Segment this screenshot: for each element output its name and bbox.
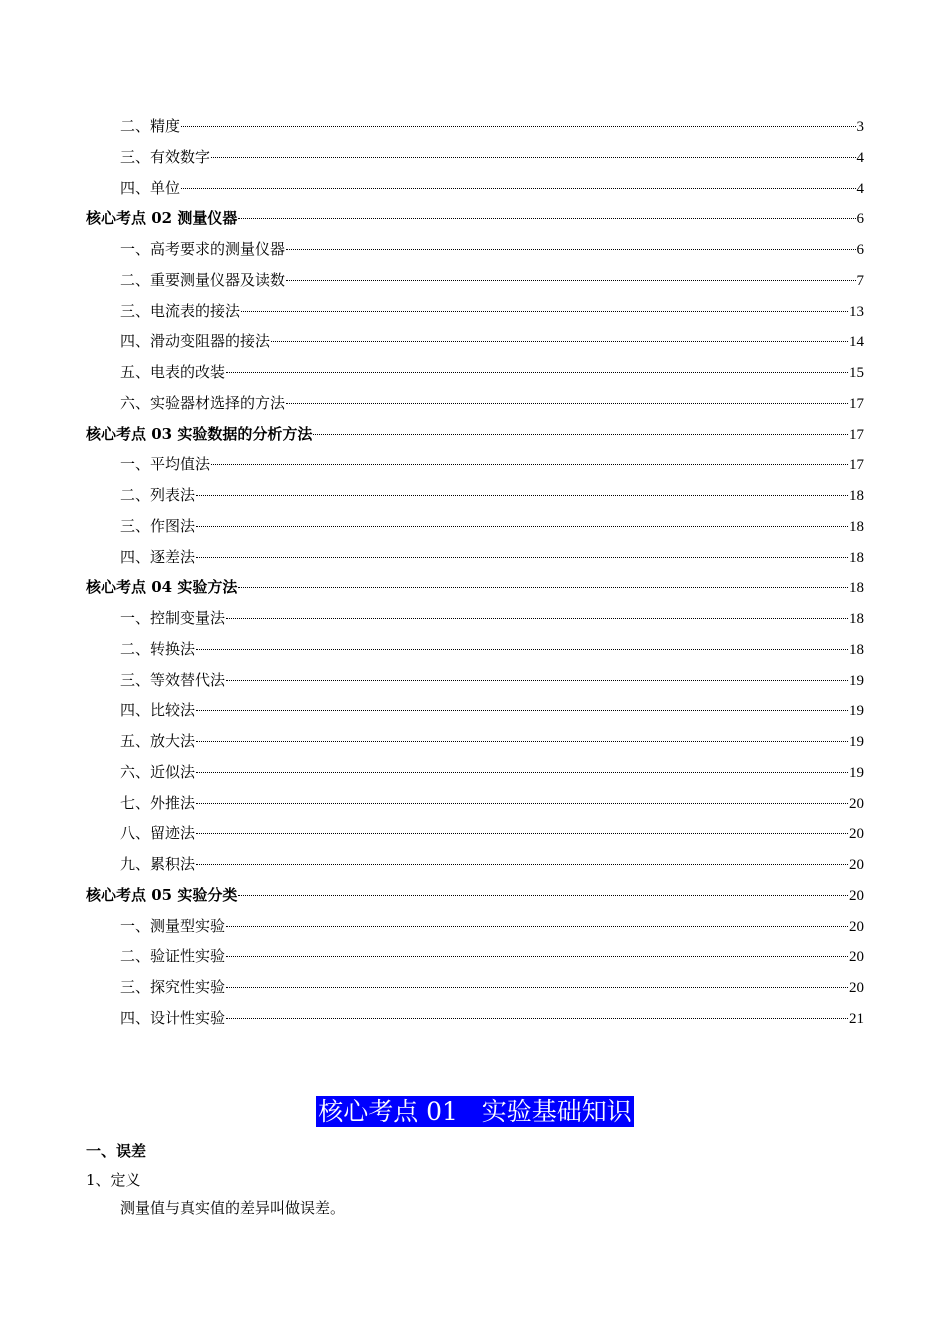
toc-entry[interactable]: [86, 419, 864, 450]
toc-page-number: 19: [849, 672, 864, 689]
toc-entry[interactable]: [86, 111, 864, 142]
toc-entry-text: 三、电流表的接法: [120, 301, 241, 320]
table-of-contents: [86, 111, 864, 1034]
toc-entry-text: 核心考点 04 实验方法: [86, 578, 238, 597]
toc-entry-text: 三、作图法: [120, 516, 196, 535]
toc-page-number: 6: [856, 242, 864, 258]
toc-leader-dots: [196, 557, 848, 558]
toc-entry[interactable]: [86, 142, 864, 173]
toc-leader-dots: [196, 495, 848, 496]
toc-entry[interactable]: [86, 603, 864, 634]
toc-entry[interactable]: [86, 173, 864, 204]
toc-entry[interactable]: [86, 665, 864, 696]
toc-page-number: 18: [849, 518, 864, 535]
toc-page-number: 20: [849, 857, 864, 873]
toc-entry[interactable]: [86, 511, 864, 542]
toc-entry[interactable]: [86, 788, 864, 819]
toc-leader-dots: [196, 649, 848, 650]
toc-entry[interactable]: [86, 634, 864, 665]
toc-leader-dots: [196, 741, 848, 742]
toc-leader-dots: [211, 157, 855, 158]
toc-entry-text: 四、设计性实验: [120, 1008, 226, 1027]
toc-entry[interactable]: [86, 326, 864, 357]
toc-entry-text: 一、测量型实验: [120, 916, 226, 935]
toc-entry[interactable]: [86, 234, 864, 265]
toc-entry-text: 八、留迹法: [120, 824, 196, 843]
toc-entry-text: 三、探究性实验: [120, 978, 226, 996]
toc-leader-dots: [196, 772, 848, 773]
toc-leader-dots: [271, 341, 848, 342]
toc-entry[interactable]: [86, 818, 864, 849]
toc-entry-text: 五、放大法: [120, 732, 196, 750]
toc-page-number: 14: [849, 334, 864, 351]
toc-entry[interactable]: [86, 296, 864, 327]
toc-leader-dots: [196, 833, 848, 834]
toc-entry-text: 核心考点 02 测量仪器: [86, 209, 238, 228]
toc-leader-dots: [181, 126, 855, 127]
toc-leader-dots: [286, 403, 848, 404]
toc-leader-dots: [181, 188, 855, 189]
toc-entry-text: 核心考点 05 实验分类: [86, 885, 238, 904]
toc-entry-text: 二、验证性实验: [120, 947, 226, 966]
toc-entry-text: 五、电表的改装: [120, 363, 226, 381]
toc-page-number: 18: [849, 611, 864, 627]
toc-page-number: 4: [856, 180, 864, 197]
toc-entry[interactable]: [86, 1003, 864, 1034]
toc-entry-text: 六、实验器材选择的方法: [120, 393, 286, 412]
toc-leader-dots: [196, 710, 848, 711]
toc-page-number: 18: [849, 549, 864, 566]
toc-entry-text: 六、近似法: [120, 762, 196, 781]
toc-page-number: 19: [849, 703, 864, 720]
toc-page-number: 18: [849, 580, 864, 597]
toc-leader-dots: [238, 587, 848, 588]
toc-page-number: 3: [856, 119, 864, 135]
toc-page-number: 21: [849, 1010, 864, 1027]
toc-page-number: 20: [849, 980, 864, 996]
toc-entry[interactable]: [86, 911, 864, 942]
toc-page-number: 18: [849, 641, 864, 658]
toc-entry-text: 四、比较法: [120, 701, 196, 720]
definition-paragraph: 测量值与真实值的差异叫做误差。: [120, 1199, 346, 1217]
toc-leader-dots: [211, 464, 848, 465]
toc-entry-text: 四、逐差法: [120, 547, 196, 566]
toc-page-number: 19: [849, 764, 864, 781]
section-title: 核心考点 01 实验基础知识: [318, 1097, 632, 1126]
toc-entry[interactable]: [86, 880, 864, 911]
toc-page-number: 20: [849, 887, 864, 904]
toc-leader-dots: [226, 956, 848, 957]
toc-leader-dots: [313, 434, 848, 435]
toc-page-number: 17: [849, 395, 864, 412]
toc-entry-text: 四、滑动变阻器的接法: [120, 332, 271, 351]
heading-errors: 一、误差: [86, 1142, 147, 1160]
toc-leader-dots: [226, 372, 848, 373]
toc-entry-text: 三、有效数字: [120, 147, 211, 166]
section-title-wrap: [0, 1096, 950, 1127]
toc-entry-text: 二、列表法: [120, 486, 196, 504]
toc-leader-dots: [286, 280, 855, 281]
toc-page-number: 20: [849, 949, 864, 966]
toc-page-number: 13: [849, 303, 864, 320]
toc-leader-dots: [196, 526, 848, 527]
toc-page-number: 18: [849, 488, 864, 504]
toc-entry[interactable]: [86, 941, 864, 972]
toc-entry[interactable]: [86, 388, 864, 419]
toc-entry[interactable]: [86, 449, 864, 480]
toc-entry-text: 三、等效替代法: [120, 670, 226, 689]
toc-page-number: 20: [849, 918, 864, 935]
heading-definition: 1、定义: [86, 1171, 141, 1189]
toc-entry-text: 七、外推法: [120, 793, 196, 812]
toc-leader-dots: [226, 618, 848, 619]
toc-entry[interactable]: [86, 203, 864, 234]
toc-leader-dots: [196, 864, 848, 865]
toc-leader-dots: [238, 218, 855, 219]
toc-page-number: 19: [849, 734, 864, 750]
toc-entry[interactable]: [86, 849, 864, 880]
toc-leader-dots: [286, 249, 855, 250]
toc-leader-dots: [238, 895, 848, 896]
toc-entry-text: 一、平均值法: [120, 455, 211, 474]
toc-leader-dots: [196, 803, 848, 804]
toc-page-number: 6: [856, 211, 864, 228]
toc-entry-text: 一、高考要求的测量仪器: [120, 240, 286, 258]
toc-page-number: 7: [856, 272, 864, 289]
toc-entry[interactable]: [86, 726, 864, 757]
toc-entry[interactable]: [86, 480, 864, 511]
toc-entry-text: 九、累积法: [120, 855, 196, 873]
toc-entry-text: 二、精度: [120, 117, 181, 135]
toc-entry[interactable]: [86, 757, 864, 788]
toc-leader-dots: [241, 311, 848, 312]
toc-entry[interactable]: [86, 695, 864, 726]
toc-entry-text: 一、控制变量法: [120, 609, 226, 627]
toc-entry[interactable]: [86, 357, 864, 388]
toc-entry-text: 二、转换法: [120, 639, 196, 658]
toc-leader-dots: [226, 987, 848, 988]
toc-entry[interactable]: [86, 972, 864, 1003]
toc-leader-dots: [226, 1018, 848, 1019]
toc-leader-dots: [226, 926, 848, 927]
toc-entry-text: 二、重要测量仪器及读数: [120, 270, 286, 289]
toc-entry-text: 四、单位: [120, 178, 181, 197]
toc-entry[interactable]: [86, 572, 864, 603]
toc-entry-text: 核心考点 03 实验数据的分析方法: [86, 424, 313, 443]
toc-page-number: 17: [849, 457, 864, 474]
toc-page-number: 20: [849, 795, 864, 812]
toc-page-number: 20: [849, 826, 864, 843]
toc-page-number: 4: [856, 149, 864, 166]
toc-entry[interactable]: [86, 542, 864, 573]
toc-entry[interactable]: [86, 265, 864, 296]
toc-page-number: 15: [849, 365, 864, 381]
toc-page-number: 17: [849, 426, 864, 443]
toc-leader-dots: [226, 680, 848, 681]
